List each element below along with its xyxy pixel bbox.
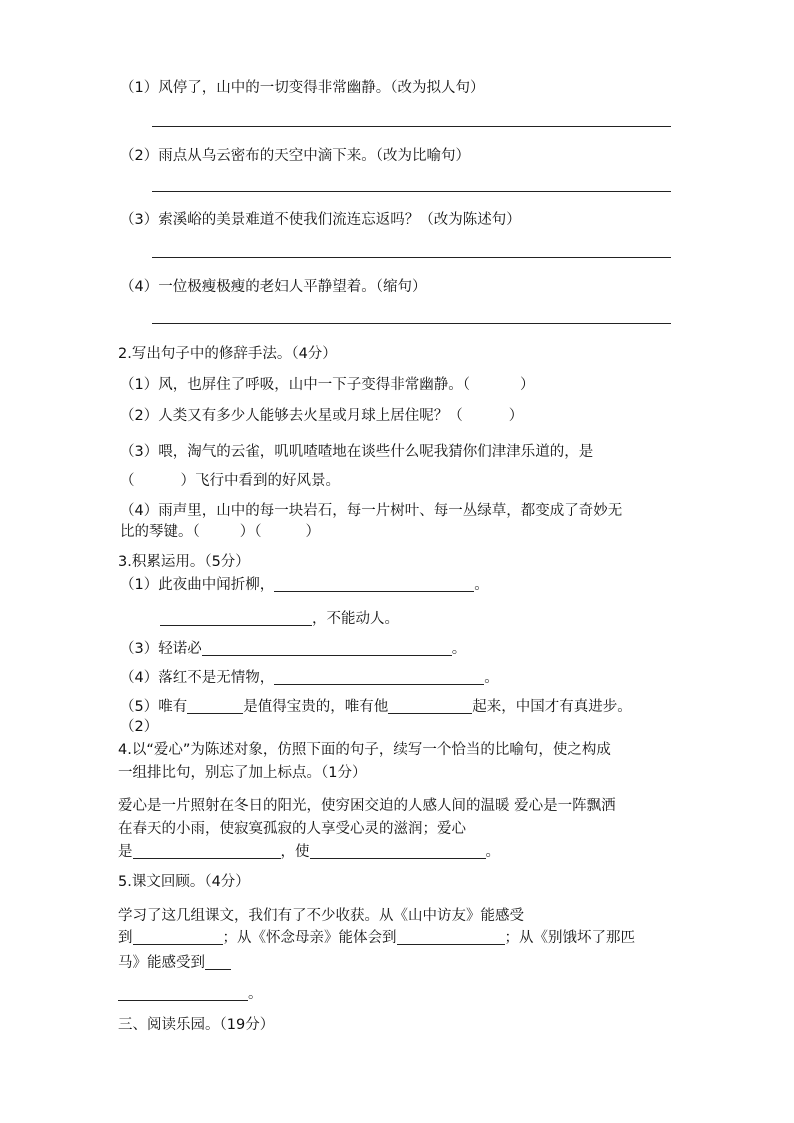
- q3-l3-end: 。: [451, 641, 467, 657]
- answer-line-4[interactable]: [152, 323, 671, 324]
- q5-p2c-text: ；从《别饿坏了那匹: [504, 930, 635, 946]
- q2-s4-close-2: ）: [305, 524, 320, 540]
- q4-blank-2[interactable]: [310, 842, 486, 859]
- q4-title: 4.以“爱心”为陈述对象，仿照下面的句子，续写一个恰当的比喻句，使之构成: [118, 742, 611, 758]
- q4-para-1: 爱心是一片照射在冬日的阳光，使穷困交迫的人感人间的温暖 爱心是一阵飘洒: [118, 798, 616, 814]
- q5-para-1: 学习了这几组课文，我们有了不少收获。从《山中访友》能感受: [118, 908, 524, 924]
- q4-para-3: [118, 842, 500, 862]
- q1-item-2: （2）雨点从乌云密布的天空中滴下来。（改为比喻句）: [120, 148, 470, 164]
- q5-blank-4[interactable]: [118, 984, 248, 1001]
- q3-l4-text: （4）落红不是无情物，: [120, 670, 275, 686]
- q3-l2-text: ，不能动人。: [312, 611, 399, 627]
- q3-line-6: （2）: [120, 719, 159, 735]
- q3-l5-blank-2[interactable]: [388, 697, 472, 714]
- q5-p2b-text: ；从《怀念母亲》能体会到: [222, 930, 397, 946]
- q3-l5c-text: 起来，中国才有真进步。: [472, 699, 632, 715]
- q4-p3b-text: ，使: [280, 844, 310, 860]
- q2-s3-open: （: [120, 473, 135, 489]
- q3-line-4: [120, 668, 499, 688]
- q2-sentence-3a: （3）喂，淘气的云雀，叽叽喳喳地在谈些什么呢我猜你们津津乐道的，是: [120, 444, 594, 460]
- q2-sentence-4b: [120, 522, 320, 542]
- q5-para-2: [118, 928, 635, 948]
- q3-l1-text: （1）此夜曲中闻折柳，: [120, 577, 275, 593]
- q3-title: 3.积累运用。（5分）: [118, 554, 250, 570]
- q4-title-2: 一组排比句，别忘了加上标点。（1分）: [118, 765, 367, 781]
- q3-l5-blank-1[interactable]: [187, 697, 243, 714]
- q5-blank-3[interactable]: [205, 953, 231, 970]
- q5-p4-end: 。: [248, 986, 263, 1002]
- q2-s1-close: ）: [519, 377, 535, 393]
- q3-line-1: [120, 575, 489, 595]
- answer-line-1[interactable]: [152, 126, 671, 127]
- q2-sentence-2: [120, 406, 523, 426]
- q2-sentence-4a: （4）雨声里，山中的每一块岩石，每一片树叶、每一丛绿草，都变成了奇妙无: [120, 503, 623, 519]
- q4-p3a-text: 是: [118, 844, 133, 860]
- q3-l4-end: 。: [484, 670, 499, 686]
- q5-p3-text: 马》能感受到: [118, 955, 205, 971]
- q3-l3-text: （3）轻诺必: [120, 641, 202, 657]
- q5-blank-1[interactable]: [133, 928, 223, 945]
- q3-l1-end: 。: [474, 577, 489, 593]
- q3-l5a-text: （5）唯有: [120, 699, 188, 715]
- q2-s1-text: （1）风，也屏住了呼吸，山中一下子变得非常幽静。（: [120, 377, 470, 393]
- q5-para-4: [118, 984, 263, 1004]
- q2-s2-text: （2）人类又有多少人能够去火星或月球上居住呢？（: [120, 408, 463, 424]
- q2-sentence-1: [120, 375, 534, 395]
- answer-line-3[interactable]: [152, 257, 671, 258]
- q3-l5b-text: 是值得宝贵的，唯有他: [243, 699, 389, 715]
- q2-s3b-text: ）飞行中看到的好风景。: [180, 473, 340, 489]
- section-3-title: 三、阅读乐园。（19分）: [118, 1017, 275, 1033]
- q2-sentence-3b: [120, 471, 340, 491]
- q5-p2a-text: 到: [118, 930, 133, 946]
- q2-title: 2.写出句子中的修辞手法。（4分）: [118, 346, 337, 362]
- q5-para-3: [118, 953, 231, 973]
- q1-item-3: （3）索溪峪的美景难道不使我们流连忘返吗？（改为陈述句）: [120, 212, 521, 228]
- q5-title: 5.课文回顾。（4分）: [118, 874, 250, 890]
- q1-item-1: （1）风停了，山中的一切变得非常幽静。（改为拟人句）: [120, 80, 485, 96]
- q4-p3-end: 。: [485, 844, 500, 860]
- q5-blank-2[interactable]: [397, 928, 505, 945]
- q3-l3-blank[interactable]: [202, 639, 452, 656]
- q3-line-5: [120, 697, 632, 717]
- q3-line-2: [160, 609, 399, 629]
- answer-line-2[interactable]: [152, 191, 671, 192]
- q4-blank-1[interactable]: [133, 842, 281, 859]
- q2-s4b-text: 比的琴键。（: [120, 524, 200, 540]
- q3-l1-blank[interactable]: [274, 575, 474, 592]
- q3-l2-blank[interactable]: [160, 609, 312, 626]
- q2-s4-open-2: （: [254, 524, 262, 540]
- q3-line-3: [120, 639, 466, 659]
- q4-para-2: 在春天的小雨，使寂寞孤寂的人享受心灵的滋润；爱心: [118, 821, 466, 837]
- q2-s2-close: ）: [508, 408, 524, 424]
- q3-l4-blank[interactable]: [274, 668, 484, 685]
- q1-item-4: （4）一位极瘦极瘦的老妇人平静望着。（缩句）: [120, 279, 427, 295]
- q2-s4-close-1: ）: [239, 524, 255, 540]
